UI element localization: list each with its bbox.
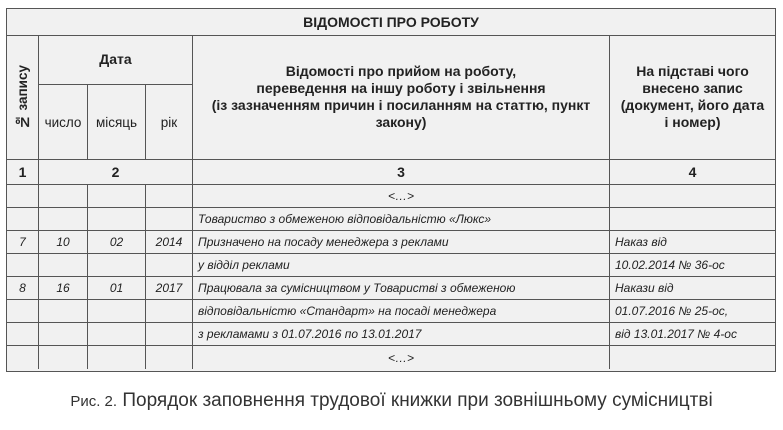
table-cell-info: відповідальністю «Стандарт» на посаді менеджера [193, 300, 610, 323]
table-cell-basis: Наказ від [610, 231, 775, 254]
header-month: місяць [88, 85, 146, 160]
column-number: 2 [39, 160, 193, 185]
table-cell-year [146, 323, 193, 346]
table-cell-month [88, 300, 146, 323]
figure-caption [0, 390, 783, 412]
table-cell-year [146, 208, 193, 231]
table-cell-day [39, 346, 88, 369]
table-cell-info: Товариство з обмеженою відповідальністю «Люкс» [193, 208, 610, 231]
table-cell-day [39, 208, 88, 231]
table-cell-info: Працювала за сумісництвом у Товаристві з обмеженою [193, 277, 610, 300]
table-cell-no [7, 254, 39, 277]
header-day: число [39, 85, 88, 160]
table-cell-basis: 10.02.2014 № 36-ос [610, 254, 775, 277]
table-cell-no: 7 [7, 231, 39, 254]
table-cell-month [88, 254, 146, 277]
table-cell-year [146, 254, 193, 277]
table-cell-year [146, 346, 193, 369]
table-cell-no [7, 208, 39, 231]
table-cell-month [88, 185, 146, 208]
column-number: 4 [610, 160, 775, 185]
caption-label: Рис. 2. [70, 393, 118, 410]
column-number: 3 [193, 160, 610, 185]
header-date: Дата [39, 35, 193, 85]
header-year: рік [146, 85, 193, 160]
table-cell-year [146, 185, 193, 208]
header-employment-info: Відомості про прийом на роботу, переведення на іншу роботу і звільнення (із зазначенням причин і посиланням на статтю, пункт закону) [193, 35, 610, 160]
table-cell-basis [610, 185, 775, 208]
table-cell-basis: 01.07.2016 № 25-ос, [610, 300, 775, 323]
table-cell-basis [610, 346, 775, 369]
header-basis: На підставі чого внесено запис (документ, його дата і номер) [610, 35, 775, 160]
table-cell-no: 8 [7, 277, 39, 300]
work-record-table [6, 8, 776, 372]
header-record-no: № запису [7, 35, 39, 160]
table-cell-year: 2014 [146, 231, 193, 254]
table-cell-day: 10 [39, 231, 88, 254]
column-number: 1 [7, 160, 39, 185]
table-cell-no [7, 346, 39, 369]
table-cell-basis [610, 208, 775, 231]
table-cell-day: 16 [39, 277, 88, 300]
table-cell-info: з рекламами з 01.07.2016 по 13.01.2017 [193, 323, 610, 346]
table-title: ВІДОМОСТІ ПРО РОБОТУ [7, 9, 775, 36]
table-cell-day [39, 300, 88, 323]
table-cell-year: 2017 [146, 277, 193, 300]
table-cell-no [7, 185, 39, 208]
table-cell-basis: Накази від [610, 277, 775, 300]
caption-text: Порядок заповнення трудової книжки при зовнішньому сумісництві [122, 390, 713, 411]
table-cell-info: у відділ реклами [193, 254, 610, 277]
table-cell-info: <…> [193, 346, 610, 369]
table-cell-basis: від 13.01.2017 № 4-ос [610, 323, 775, 346]
table-cell-no [7, 300, 39, 323]
table-cell-month: 01 [88, 277, 146, 300]
table-cell-day [39, 185, 88, 208]
table-cell-day [39, 323, 88, 346]
table-cell-info: Призначено на посаду менеджера з реклами [193, 231, 610, 254]
table-cell-day [39, 254, 88, 277]
table-cell-month [88, 346, 146, 369]
table-cell-month: 02 [88, 231, 146, 254]
table-cell-info: <…> [193, 185, 610, 208]
table-cell-no [7, 323, 39, 346]
table-cell-month [88, 208, 146, 231]
table-cell-year [146, 300, 193, 323]
table-cell-month [88, 323, 146, 346]
